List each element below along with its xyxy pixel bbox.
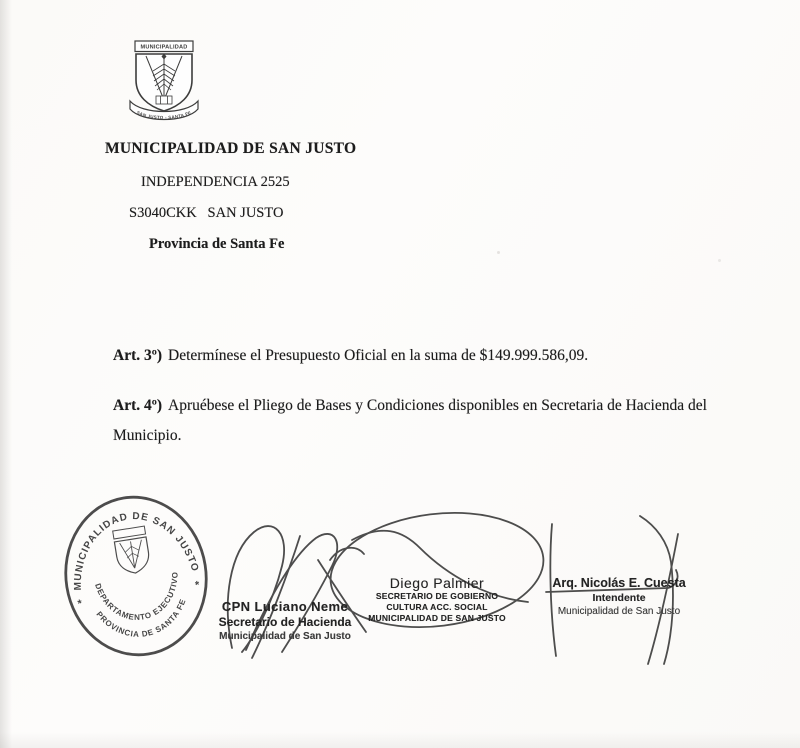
signature-block-gobierno [342, 575, 532, 624]
scan-speck [497, 251, 500, 254]
signer-title-2: CULTURA ACC. SOCIAL [386, 602, 488, 612]
signer-name: Arq. Nicolás E. Cuesta [552, 576, 686, 590]
stamp-bottom-text: PROVINCIA DE SANTA FE [94, 597, 188, 639]
municipal-coat-of-arms [122, 40, 206, 128]
article-4-text: Apruébese el Pliego de Bases y Condiciones disponibles en Secretaria de Hacienda del Municipio. [113, 397, 707, 444]
scan-edge-shadow [0, 0, 12, 748]
svg-text:MUNICIPALIDAD [140, 45, 187, 51]
scan-edge-shadow-bottom [0, 732, 800, 748]
logo-banner-label: MUNICIPALIDAD [140, 44, 188, 51]
org-address: INDEPENDENCIA 2525 [141, 174, 290, 190]
article-3-text: Determínese el Presupuesto Oficial en la suma de $149.999.586,09. [168, 347, 589, 364]
org-name: MUNICIPALIDAD DE SAN JUSTO [105, 140, 357, 157]
signer-title: SECRETARIO DE GOBIERNO [375, 591, 499, 601]
article-3-label: Art. 3º) [113, 347, 163, 364]
signature-block-intendente [536, 576, 702, 617]
stamp-right-star: * [194, 579, 201, 592]
article-4 [113, 391, 731, 451]
org-postal-city: S3040CKK SAN JUSTO [129, 205, 284, 221]
stamp-inner-shield-icon [113, 526, 152, 575]
signer-name: Diego Palmier [389, 575, 485, 591]
signer-org: MUNICIPALIDAD DE SAN JUSTO [368, 613, 506, 623]
article-4-label: Art. 4º) [113, 397, 163, 414]
signer-title: Intendente [592, 592, 646, 604]
logo-ribbon-label: SAN JUSTO - SANTA FE [135, 109, 193, 121]
signer-name: CPN Luciano Neme [221, 599, 349, 614]
stamp-top-text: MUNICIPALIDAD DE SAN JUSTO [72, 511, 201, 591]
signer-org: Municipalidad de San Justo [219, 631, 351, 642]
signer-org: Municipalidad de San Justo [557, 606, 681, 617]
org-province: Provincia de Santa Fe [149, 236, 285, 252]
article-3 [113, 341, 731, 371]
stamp-middle-text: DEPARTAMENTO EJECUTIVO [93, 571, 180, 622]
coat-of-arms-icon [122, 40, 206, 128]
stamp-left-star: * [76, 597, 83, 611]
signer-title: Secretario de Hacienda [218, 615, 352, 629]
scan-speck [718, 259, 721, 262]
